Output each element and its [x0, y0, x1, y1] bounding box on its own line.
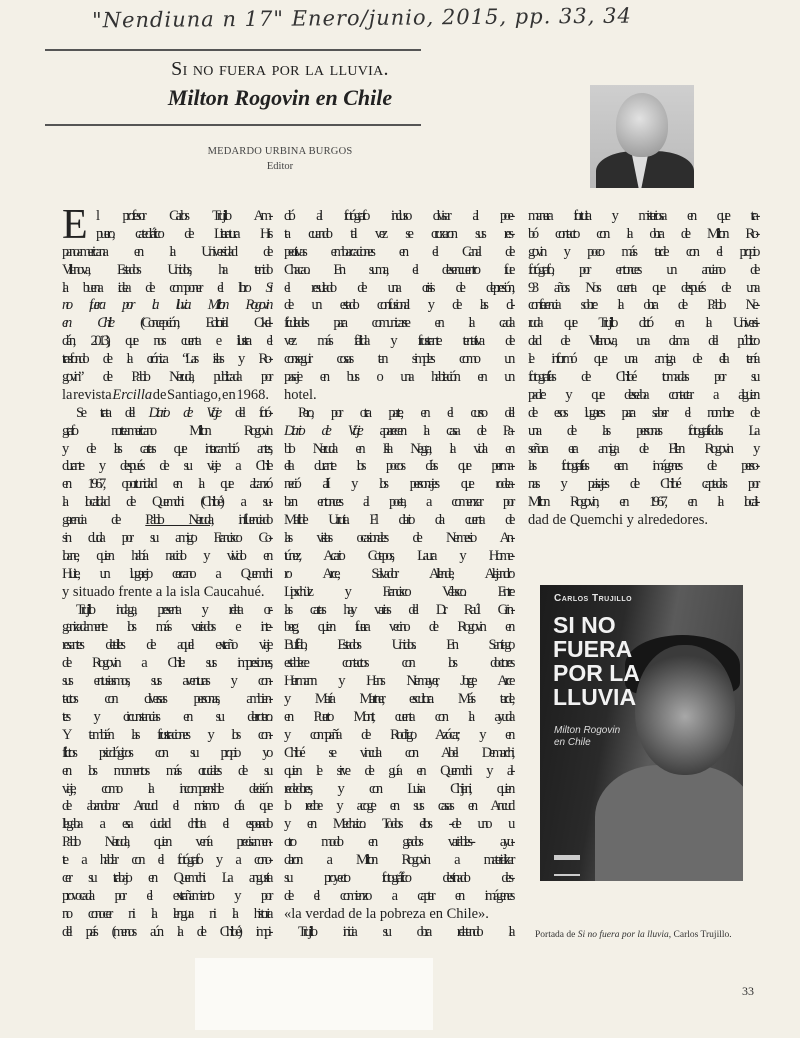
- text-segment: sin duda por su amigo Francisco Co-: [62, 530, 270, 547]
- text-segment: provocada por el extrañamiento y por: [62, 887, 270, 904]
- article-column-1: [62, 202, 270, 942]
- text-segment: establece contactos con los doctores: [284, 655, 512, 672]
- text-line: [284, 530, 512, 548]
- text-line: [62, 816, 270, 834]
- text-line: [62, 405, 270, 423]
- text-segment: Trujillo indaga, presenta y relata or-: [76, 601, 270, 618]
- text-line: [62, 924, 270, 942]
- text-segment: Pablo Neruda,: [145, 512, 212, 529]
- text-segment: nas y paisajes de Chiloé captadas por: [528, 476, 757, 493]
- text-line: [62, 441, 270, 459]
- text-segment: en los momentos más cruciales de su: [62, 762, 270, 779]
- text-segment: «la verdad de la pobreza en Chile».: [284, 905, 489, 922]
- cover-title: SI NO FUERA POR LA LLUVIA: [553, 612, 640, 710]
- text-line: [528, 405, 757, 423]
- text-line: [284, 226, 512, 244]
- text-line: [284, 244, 512, 262]
- text-segment: govin” de Pablo Neruda, publicada por: [62, 369, 270, 386]
- text-segment: conferencia sobre la obra de Pablo Ne-: [528, 297, 757, 314]
- text-segment: de abandonar Ancud el mismo día que: [62, 798, 270, 815]
- article-column-3: [528, 208, 757, 530]
- text-line: [528, 244, 757, 262]
- text-segment: tes y circunstancias en su derrotero.: [62, 708, 270, 725]
- text-line: [62, 226, 270, 244]
- text-line: [62, 727, 270, 745]
- caption-prefix: Portada de: [535, 930, 578, 940]
- text-line: [284, 637, 512, 655]
- text-segment: influenciado: [211, 512, 270, 529]
- text-segment: resantes detalles de aquel extraño viaje: [62, 637, 270, 654]
- text-segment: neció allí y los personajes que rodea-: [284, 476, 512, 493]
- text-segment: ban entonces al poeta, a comenzar por: [284, 494, 512, 511]
- text-line: [528, 333, 757, 351]
- text-line: [62, 906, 270, 924]
- text-line: [62, 494, 270, 512]
- text-segment: loane, quien había nacido y vivido en: [62, 547, 270, 564]
- text-line: [528, 280, 757, 298]
- text-line: [62, 387, 270, 405]
- author-role: Editor: [266, 161, 294, 172]
- text-segment: en 1967, oportunidad en la que alcanzó: [62, 476, 270, 493]
- text-segment: Lipschütz y Francisco Velasco. Entre: [284, 583, 512, 600]
- text-segment: Se trata del: [76, 404, 149, 421]
- text-segment: lo recibe y acoge en sus casas en Ancud: [284, 798, 512, 815]
- text-segment: otro modo en grados variables-- ayu-: [284, 834, 512, 851]
- text-segment: ta cuando tal vez se cruzaron sus res-: [284, 225, 512, 242]
- author-portrait-photo: [590, 85, 694, 188]
- text-segment: las cartas hay varias del Dr. Raúl Grin-: [284, 601, 512, 618]
- text-segment: ganizadamente los más variados e inte-: [62, 619, 270, 636]
- text-line: [62, 745, 270, 763]
- text-segment: viaje, como la incomprensible decisión: [62, 780, 270, 797]
- text-segment: cer su trabajo en Quemchi. La angustia: [62, 869, 270, 886]
- text-segment: Huite, un lugarejo cercano a Quemchi: [62, 565, 270, 582]
- text-segment: Trujillo inicia su obra relatando la: [298, 923, 512, 940]
- text-segment: padre y que deseaba contactar a alguien: [528, 386, 757, 403]
- text-segment: 93 años. Nos cuenta que después de una: [528, 279, 757, 296]
- text-segment: le informó que una amiga de ella tenía: [528, 351, 757, 368]
- text-segment: su proyecto fotográfico destinado des-: [284, 869, 512, 886]
- text-line: [62, 476, 270, 494]
- text-segment: trasfondo de la crónica “Las islas y Ro-: [62, 351, 270, 368]
- text-line: [284, 906, 512, 924]
- text-line: [62, 619, 270, 637]
- text-line: [284, 351, 512, 369]
- text-line: [528, 441, 757, 459]
- book-cover-image: [540, 585, 743, 881]
- caption-suffix: , Carlos Trujillo.: [668, 930, 732, 940]
- text-line: [528, 369, 757, 387]
- text-segment: (Concepción, Editorial Okel-: [111, 315, 270, 332]
- text-segment: y de las cartas que intercambió antes,: [62, 440, 270, 457]
- text-segment: daron a Milton Rogovin a materializar: [284, 852, 512, 869]
- text-line: [62, 673, 270, 691]
- text-segment: Y también las frustraciones y los con-: [62, 726, 270, 743]
- text-line: [528, 423, 757, 441]
- text-line: [284, 709, 512, 727]
- text-segment: de esos lugares para saber el nombre de: [528, 404, 757, 421]
- text-segment: de Santiago, en 1968.: [152, 386, 269, 403]
- text-line: [284, 924, 512, 942]
- drop-cap: E: [62, 202, 88, 248]
- italic-text: no fuera por la lluvia. Milton Rogovin: [62, 297, 270, 314]
- text-segment: Buffalo, Estados Unidos. En Santiago: [284, 637, 512, 654]
- text-line: [62, 709, 270, 727]
- text-segment: en Puerto Montt, cuenta con la ayuda: [284, 708, 512, 725]
- text-line: [284, 816, 512, 834]
- text-segment: bó contacto con la obra de Milton Ro-: [528, 225, 757, 242]
- scan-blank-area: [195, 958, 433, 1030]
- text-segment: gerencia de: [62, 512, 146, 529]
- text-line: [62, 637, 270, 655]
- page-number: 33: [742, 984, 754, 998]
- text-segment: dió al fotógrafo incluso divisar al poe-: [284, 208, 512, 224]
- text-segment: señora era amiga de Ellen Rogovin y: [528, 440, 757, 457]
- text-segment: del país (menos aún la de Chiloé) impi-: [62, 923, 270, 940]
- text-segment: llegaba a esa ciudad chilota el esperado: [62, 816, 270, 833]
- caption-title: Si no fuera por la lluvia: [577, 930, 669, 940]
- text-line: [528, 315, 757, 333]
- text-segment: de el comienzo a captar en imágenes: [284, 887, 512, 904]
- text-segment: durante y después de su viaje a Chile: [62, 458, 270, 475]
- text-segment: flictos psicológicos con su propio yo: [62, 744, 270, 761]
- text-line: [528, 351, 757, 369]
- text-segment: Chacao. En suma, el desencuentro fue: [284, 261, 512, 278]
- text-segment: y en Mechaico. Todos ellos --de uno u: [284, 816, 512, 833]
- text-segment: pasaje en bus o una habitación en un: [284, 369, 512, 386]
- text-line: [62, 423, 270, 441]
- text-segment: blo Neruda en Isla Negra, la vida en: [284, 440, 512, 457]
- text-line: [284, 655, 512, 673]
- text-line: [528, 458, 757, 476]
- text-line: [62, 566, 270, 584]
- text-line: [62, 798, 270, 816]
- text-segment: fotógrafo, por entonces un anciano de: [528, 261, 757, 278]
- text-line: [284, 405, 512, 423]
- text-line: [62, 870, 270, 888]
- text-segment: tactos con diversas personas, ambien-: [62, 691, 270, 708]
- text-segment: la localidad de Quemchi (Chiloé) a su-: [62, 494, 270, 511]
- text-line: [284, 798, 512, 816]
- text-line: [62, 369, 270, 387]
- text-line: [62, 584, 270, 602]
- text-segment: aparecen la casa de Pa-: [360, 422, 512, 439]
- text-line: [528, 262, 757, 280]
- text-line: [284, 458, 512, 476]
- text-segment: vez más fallida y frustrante tentativa de: [284, 333, 512, 350]
- text-line: [62, 297, 270, 315]
- text-line: [528, 226, 757, 244]
- text-line: [62, 548, 270, 566]
- text-line: [528, 512, 757, 530]
- text-line: [284, 512, 512, 530]
- text-segment: Chiloé se vincula con Abel Demarchi,: [284, 744, 512, 761]
- author-name: MEDARDO URBINA BURGOS: [207, 146, 353, 157]
- text-line: [62, 888, 270, 906]
- text-segment: Matilde Urrutia. El diario da cuenta de: [284, 512, 512, 529]
- text-line: [62, 208, 270, 226]
- text-segment: ruda que Trujillo dictó en la Universi-: [528, 315, 757, 332]
- italic-text: Si: [265, 279, 270, 296]
- text-line: [62, 781, 270, 799]
- text-segment: quien le sirve de guía en Quemchi y al-: [284, 762, 512, 779]
- text-segment: conseguir cosas tan simples como un: [284, 351, 512, 368]
- text-segment: ella durante los pocos días que perma-: [284, 458, 512, 475]
- text-line: [62, 315, 270, 333]
- text-segment: de Rogovin a Chile: sus impresiones,: [62, 655, 270, 672]
- text-line: [284, 691, 512, 709]
- text-line: [528, 208, 757, 226]
- text-line: [284, 333, 512, 351]
- article-subtitle: Milton Rogovin en Chile: [167, 85, 393, 110]
- italic-text: en Chile: [62, 315, 112, 332]
- text-segment: Pablo Neruda, quien venía precisamen-: [62, 834, 270, 851]
- text-segment: te a hablar con el fotógrafo y a cono-: [62, 852, 270, 869]
- text-line: [528, 494, 757, 512]
- text-line: [62, 512, 270, 530]
- text-line: [284, 441, 512, 459]
- top-rule: [45, 49, 421, 51]
- text-line: [284, 619, 512, 637]
- text-segment: ficultades para comunicarse en la cada: [284, 315, 512, 332]
- text-line: [528, 476, 757, 494]
- italic-text: Ercilla: [112, 386, 153, 403]
- text-segment: rededores, y con Luisa Chijani, quien: [284, 780, 512, 797]
- text-segment: no conocer ni la lengua ni la historia: [62, 905, 270, 922]
- text-line: [528, 387, 757, 405]
- text-segment: y situado frente a la isla Caucahué.: [62, 583, 265, 600]
- text-line: [284, 494, 512, 512]
- text-line: [62, 530, 270, 548]
- text-segment: y compañía de Rodrigo Azócar; y en: [284, 726, 512, 743]
- text-segment: Pero, por otra parte, en el curso del: [298, 404, 512, 421]
- text-segment: y María Martner, escultora. Más tarde,: [284, 691, 512, 708]
- text-segment: las visitas ocasionales de Nemesio An-: [284, 530, 512, 547]
- cover-caption: [535, 930, 732, 940]
- text-line: [62, 602, 270, 620]
- text-segment: dán, 2013), que nos cuenta e ilustra el: [62, 333, 270, 350]
- text-segment: Villanova, Estados Unidos, ha tenido: [62, 261, 270, 278]
- handwritten-annotation: "Nendiuna n 17" Enero/junio, 2015, pp. 33, 34: [91, 3, 632, 33]
- text-segment: l profesor Carlos Trujillo Am-: [96, 208, 270, 224]
- text-line: [62, 852, 270, 870]
- text-line: [284, 280, 512, 298]
- text-line: [62, 280, 270, 298]
- italic-text: Diario de Viaje: [148, 404, 219, 421]
- text-segment: dad de Villanova, una dama del público: [528, 333, 757, 350]
- text-line: [284, 476, 512, 494]
- text-segment: Hermann y Hans Niemayer, Jorge Arce: [284, 673, 512, 690]
- text-line: [62, 262, 270, 280]
- text-line: [284, 852, 512, 870]
- article-column-2: [284, 208, 512, 942]
- text-segment: una de las personas fotografiadas. La: [528, 422, 757, 439]
- publisher-logo-icon: [554, 855, 580, 876]
- text-line: [284, 834, 512, 852]
- article-title: Si no fuera por la lluvia.: [171, 58, 389, 80]
- text-segment: túnez, Acario Cotapos, Laura y Home-: [284, 547, 512, 564]
- text-line: [284, 584, 512, 602]
- text-line: [528, 297, 757, 315]
- text-line: [284, 208, 512, 226]
- text-line: [284, 262, 512, 280]
- text-line: [62, 691, 270, 709]
- text-segment: Milton Rogovin, en 1967, en la locali-: [528, 494, 757, 511]
- text-segment: hotel.: [284, 386, 317, 403]
- text-line: [284, 297, 512, 315]
- text-line: [62, 244, 270, 262]
- text-line: [62, 333, 270, 351]
- text-line: [62, 351, 270, 369]
- text-segment: manera fortuita y misteriosa en que tra-: [528, 208, 757, 224]
- text-line: [62, 763, 270, 781]
- text-line: [284, 727, 512, 745]
- text-segment: el resultado de una crisis de depresión,: [284, 279, 512, 296]
- text-segment: de un estado confusional y de las di-: [284, 297, 512, 314]
- text-line: [284, 369, 512, 387]
- text-line: [62, 834, 270, 852]
- text-line: [284, 781, 512, 799]
- text-segment: ro Arce, Salvador Allende, Alejandro: [284, 565, 512, 582]
- text-line: [284, 566, 512, 584]
- text-line: [284, 745, 512, 763]
- text-segment: dad de Quemchi y alrededores.: [528, 512, 708, 529]
- text-line: [284, 423, 512, 441]
- text-segment: grafo norteamericano Milton Rogovin: [62, 422, 270, 439]
- text-segment: del fotó-: [218, 404, 270, 421]
- text-segment: govin y poco más tarde con el propio: [528, 243, 757, 260]
- text-segment: la buena idea de componer el libro: [62, 279, 266, 296]
- text-segment: fotografías de Chiloé tomadas por su: [528, 369, 757, 386]
- text-line: [62, 655, 270, 673]
- text-segment: sus entusiasmos, sus aventuras y con-: [62, 673, 270, 690]
- text-segment: panoamericana en la Universidad de: [62, 243, 270, 260]
- text-line: [284, 387, 512, 405]
- cover-author: Carlos Trujillo: [554, 593, 633, 604]
- text-line: [284, 673, 512, 691]
- text-segment: berg, quien fuera vecino de Rogovin en: [284, 619, 512, 636]
- text-segment: las fotografías eran imágenes de perso-: [528, 458, 757, 475]
- italic-text: Diario de Viaje: [284, 422, 361, 439]
- text-segment: puero, catedrático de Literatura His: [96, 225, 270, 242]
- text-line: [284, 548, 512, 566]
- cover-subtitle: Milton Rogovin en Chile: [554, 725, 621, 748]
- text-segment: pectivas embarcaciones en el Canal de: [284, 243, 512, 260]
- text-line: [284, 888, 512, 906]
- bottom-rule: [45, 124, 421, 126]
- text-segment: la revista: [62, 386, 113, 403]
- text-line: [284, 870, 512, 888]
- text-line: [284, 602, 512, 620]
- text-line: [284, 315, 512, 333]
- text-line: [62, 458, 270, 476]
- text-line: [284, 763, 512, 781]
